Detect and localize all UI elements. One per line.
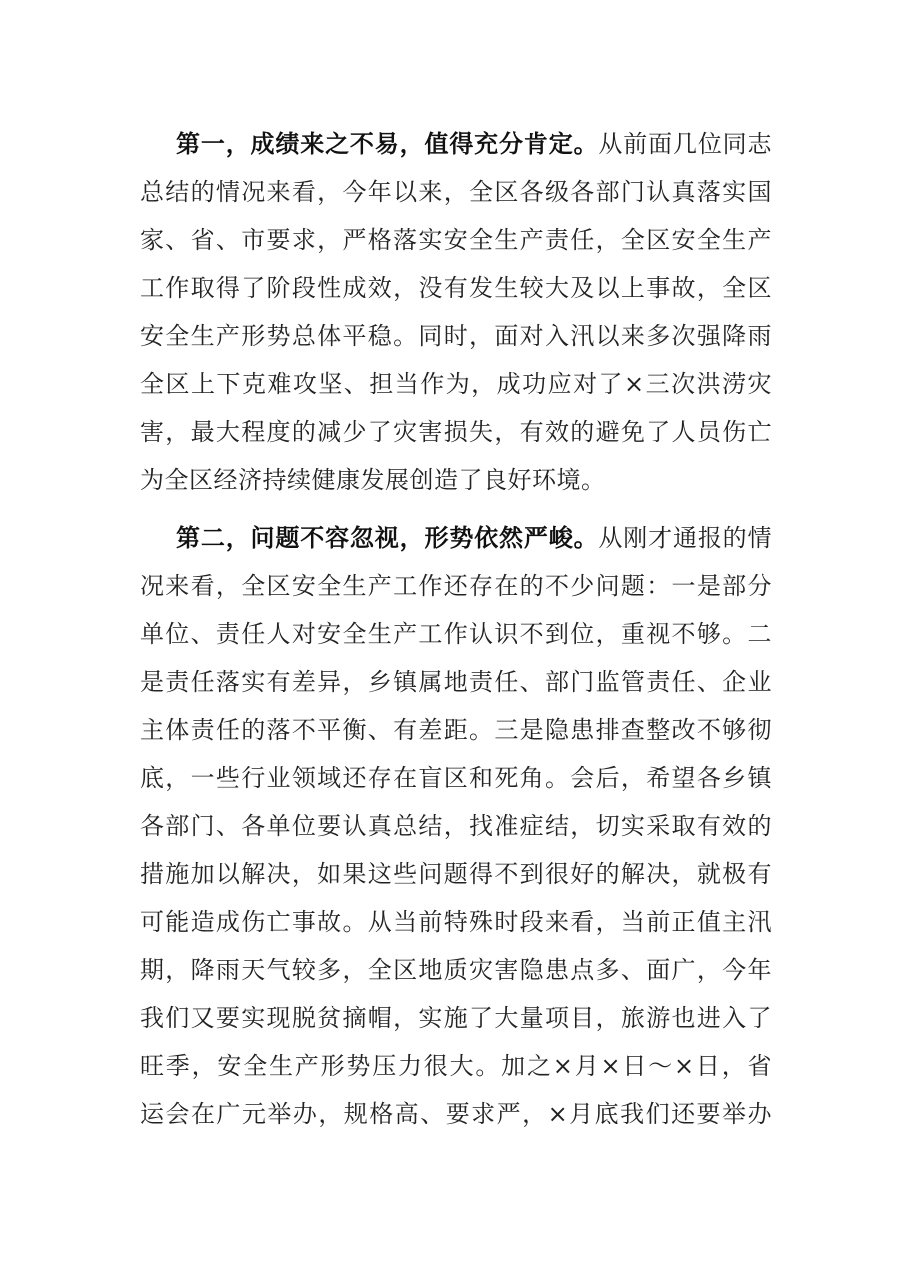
text-line: [140, 120, 772, 168]
line-text: 从前面几位同志: [598, 130, 773, 158]
text-line: 期，降雨天气较多，全区地质灾害隐患点多、面广，今年: [140, 956, 772, 984]
text-line: 害，最大程度的减少了灾害损失，有效的避免了人员伤亡: [140, 418, 772, 446]
line-text: 从刚才通报的情: [598, 524, 773, 552]
text-line: 运会在广元举办，规格高、要求严，×月底我们还要举办: [140, 1100, 772, 1128]
text-line: 各部门、各单位要认真总结，找准症结，切实采取有效的: [140, 812, 772, 840]
text-line: 全区上下克难攻坚、担当作为，成功应对了×三次洪涝灾: [140, 370, 772, 398]
paragraph-achievements: [140, 120, 772, 504]
paragraph-problems: [140, 514, 772, 1138]
text-line: 单位、责任人对安全生产工作认识不到位，重视不够。二: [140, 620, 772, 648]
text-line: [140, 514, 772, 562]
text-line: 家、省、市要求，严格落实安全生产责任，全区安全生产: [140, 226, 772, 254]
text-line: 安全生产形势总体平稳。同时，面对入汛以来多次强降雨: [140, 322, 772, 350]
paragraph-heading: 第二，问题不容忽视，形势依然严峻。: [176, 523, 599, 552]
text-line: 为全区经济持续健康发展创造了良好环境。: [140, 466, 606, 494]
text-line: 措施加以解决，如果这些问题得不到很好的解决，就极有: [140, 860, 772, 888]
document-body: [140, 120, 772, 1138]
text-line: 主体责任的落不平衡、有差距。三是隐患排查整改不够彻: [140, 716, 772, 744]
paragraph-spacer: [140, 504, 772, 514]
text-line: 工作取得了阶段性成效，没有发生较大及以上事故，全区: [140, 274, 772, 302]
text-line: 旺季，安全生产形势压力很大。加之×月×日～×日，省: [140, 1052, 772, 1080]
text-line: 是责任落实有差异，乡镇属地责任、部门监管责任、企业: [140, 668, 772, 696]
text-line: 总结的情况来看，今年以来，全区各级各部门认真落实国: [140, 178, 772, 206]
text-line: 底，一些行业领域还存在盲区和死角。会后，希望各乡镇: [140, 764, 772, 792]
text-line: 况来看，全区安全生产工作还存在的不少问题：一是部分: [140, 572, 772, 600]
paragraph-heading: 第一，成绩来之不易，值得充分肯定。: [176, 129, 599, 158]
text-line: 我们又要实现脱贫摘帽，实施了大量项目，旅游也进入了: [140, 1004, 772, 1032]
text-line: 可能造成伤亡事故。从当前特殊时段来看，当前正值主汛: [140, 908, 772, 936]
